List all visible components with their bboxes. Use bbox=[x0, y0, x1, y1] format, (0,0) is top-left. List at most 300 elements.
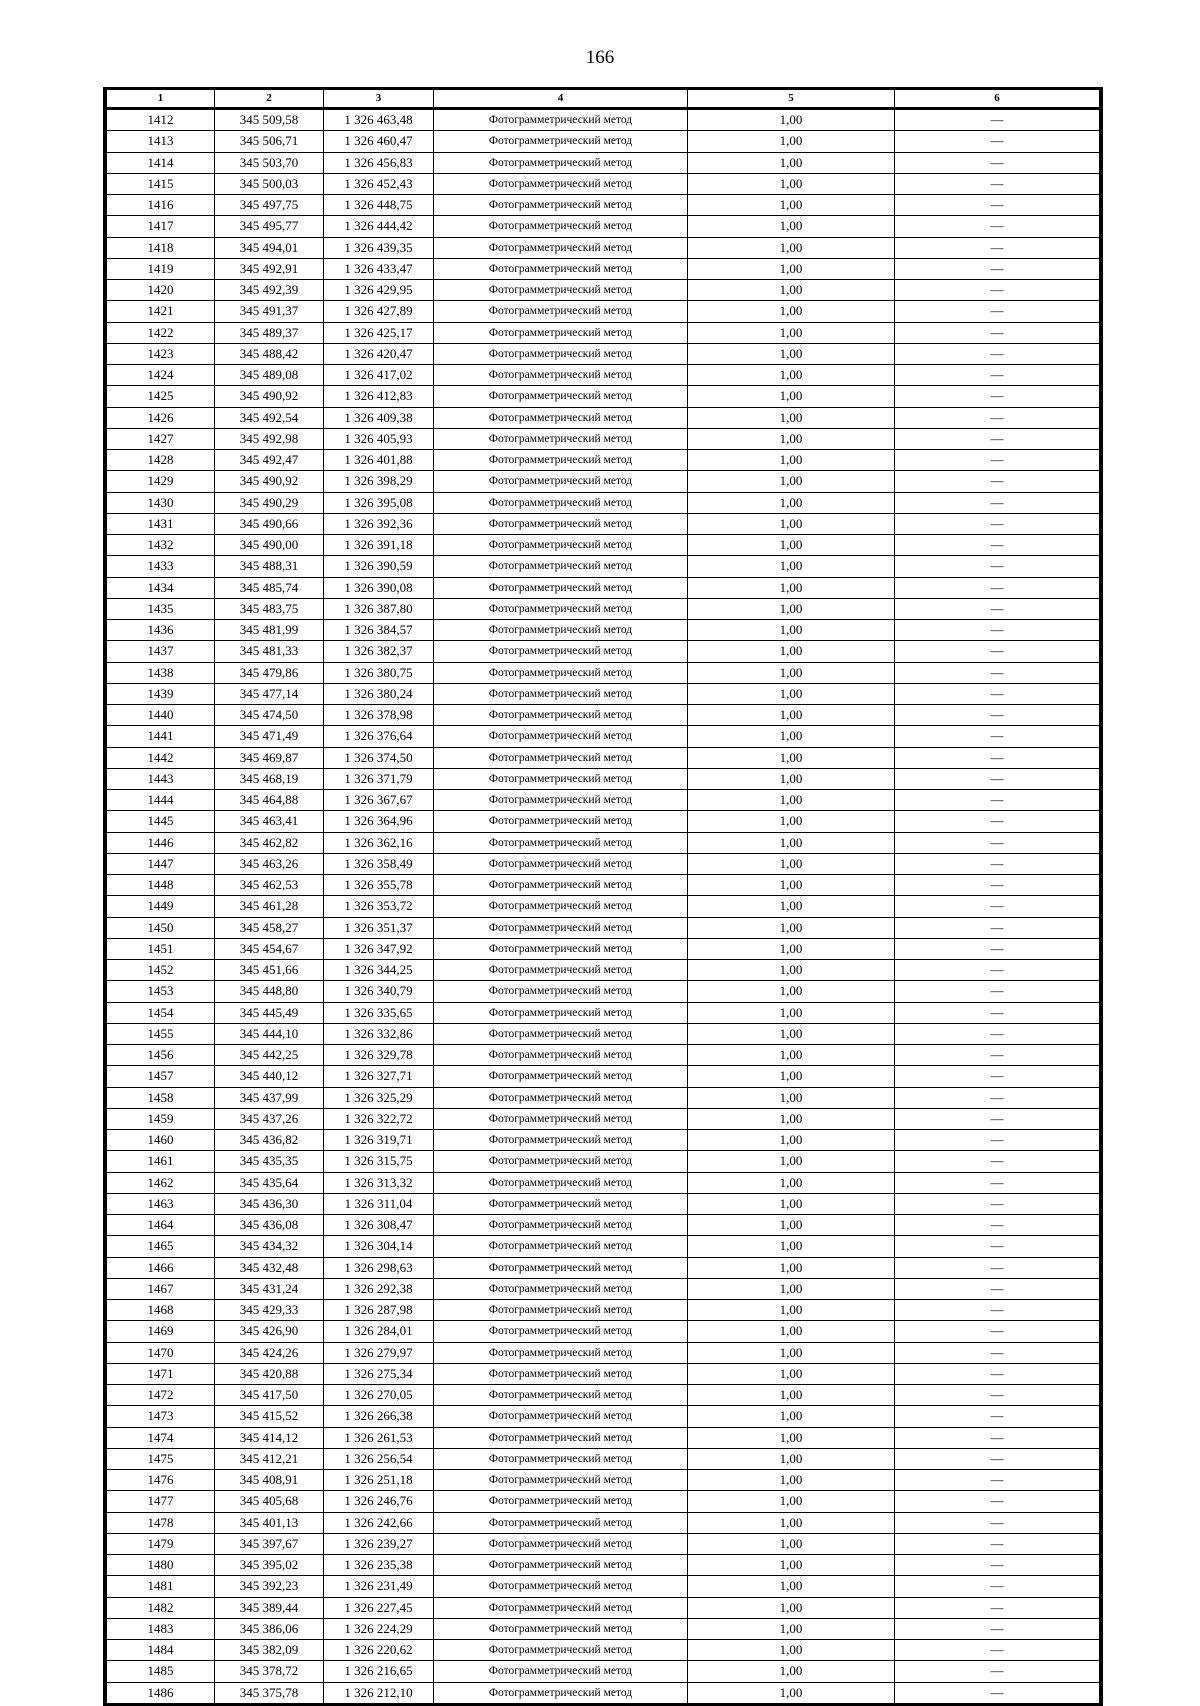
table-row bbox=[107, 1385, 1100, 1406]
description-cell: — bbox=[895, 747, 1100, 768]
accuracy-cell: 1,00 bbox=[688, 1300, 895, 1321]
description-cell: — bbox=[895, 556, 1100, 577]
table-row bbox=[107, 407, 1100, 428]
point-number-cell: 1448 bbox=[107, 875, 215, 896]
x-coordinate-cell: 345 462,82 bbox=[215, 832, 324, 853]
description-cell: — bbox=[895, 109, 1100, 131]
x-coordinate-cell: 345 492,39 bbox=[215, 280, 324, 301]
method-cell: Фотограмметрический метод bbox=[434, 1618, 688, 1639]
x-coordinate-cell: 345 492,54 bbox=[215, 407, 324, 428]
method-cell: Фотограмметрический метод bbox=[434, 450, 688, 471]
table-row bbox=[107, 258, 1100, 279]
header-col-3: 3 bbox=[324, 90, 434, 109]
table-row bbox=[107, 726, 1100, 747]
y-coordinate-cell: 1 326 371,79 bbox=[324, 768, 434, 789]
method-cell: Фотограмметрический метод bbox=[434, 662, 688, 683]
x-coordinate-cell: 345 442,25 bbox=[215, 1045, 324, 1066]
y-coordinate-cell: 1 326 380,24 bbox=[324, 683, 434, 704]
point-number-cell: 1466 bbox=[107, 1257, 215, 1278]
table-row bbox=[107, 1087, 1100, 1108]
method-cell: Фотограмметрический метод bbox=[434, 1321, 688, 1342]
accuracy-cell: 1,00 bbox=[688, 875, 895, 896]
description-cell: — bbox=[895, 1023, 1100, 1044]
accuracy-cell: 1,00 bbox=[688, 535, 895, 556]
method-cell: Фотограмметрический метод bbox=[434, 173, 688, 194]
method-cell: Фотограмметрический метод bbox=[434, 1576, 688, 1597]
point-number-cell: 1480 bbox=[107, 1555, 215, 1576]
table-row bbox=[107, 428, 1100, 449]
point-number-cell: 1469 bbox=[107, 1321, 215, 1342]
x-coordinate-cell: 345 481,99 bbox=[215, 620, 324, 641]
table-row bbox=[107, 1533, 1100, 1554]
x-coordinate-cell: 345 436,08 bbox=[215, 1215, 324, 1236]
table-row bbox=[107, 556, 1100, 577]
description-cell: — bbox=[895, 1661, 1100, 1682]
x-coordinate-cell: 345 471,49 bbox=[215, 726, 324, 747]
accuracy-cell: 1,00 bbox=[688, 450, 895, 471]
point-number-cell: 1433 bbox=[107, 556, 215, 577]
accuracy-cell: 1,00 bbox=[688, 237, 895, 258]
point-number-cell: 1484 bbox=[107, 1640, 215, 1661]
description-cell: — bbox=[895, 1172, 1100, 1193]
x-coordinate-cell: 345 483,75 bbox=[215, 598, 324, 619]
y-coordinate-cell: 1 326 353,72 bbox=[324, 896, 434, 917]
description-cell: — bbox=[895, 1257, 1100, 1278]
accuracy-cell: 1,00 bbox=[688, 1363, 895, 1384]
description-cell: — bbox=[895, 768, 1100, 789]
description-cell: — bbox=[895, 1470, 1100, 1491]
table-row bbox=[107, 577, 1100, 598]
table-row bbox=[107, 875, 1100, 896]
description-cell: — bbox=[895, 386, 1100, 407]
y-coordinate-cell: 1 326 322,72 bbox=[324, 1108, 434, 1129]
point-number-cell: 1423 bbox=[107, 343, 215, 364]
page-number: 166 bbox=[585, 47, 615, 68]
accuracy-cell: 1,00 bbox=[688, 662, 895, 683]
method-cell: Фотограмметрический метод bbox=[434, 960, 688, 981]
table-row bbox=[107, 152, 1100, 173]
y-coordinate-cell: 1 326 344,25 bbox=[324, 960, 434, 981]
accuracy-cell: 1,00 bbox=[688, 1257, 895, 1278]
table-row bbox=[107, 1491, 1100, 1512]
point-number-cell: 1425 bbox=[107, 386, 215, 407]
y-coordinate-cell: 1 326 284,01 bbox=[324, 1321, 434, 1342]
point-number-cell: 1443 bbox=[107, 768, 215, 789]
method-cell: Фотограмметрический метод bbox=[434, 1278, 688, 1299]
table-row bbox=[107, 1470, 1100, 1491]
x-coordinate-cell: 345 389,44 bbox=[215, 1597, 324, 1618]
x-coordinate-cell: 345 434,32 bbox=[215, 1236, 324, 1257]
point-number-cell: 1451 bbox=[107, 938, 215, 959]
description-cell: — bbox=[895, 790, 1100, 811]
point-number-cell: 1458 bbox=[107, 1087, 215, 1108]
accuracy-cell: 1,00 bbox=[688, 896, 895, 917]
accuracy-cell: 1,00 bbox=[688, 811, 895, 832]
method-cell: Фотограмметрический метод bbox=[434, 620, 688, 641]
table-row bbox=[107, 917, 1100, 938]
x-coordinate-cell: 345 463,26 bbox=[215, 853, 324, 874]
description-cell: — bbox=[895, 1576, 1100, 1597]
description-cell: — bbox=[895, 853, 1100, 874]
accuracy-cell: 1,00 bbox=[688, 1108, 895, 1129]
y-coordinate-cell: 1 326 332,86 bbox=[324, 1023, 434, 1044]
table-row bbox=[107, 492, 1100, 513]
point-number-cell: 1439 bbox=[107, 683, 215, 704]
x-coordinate-cell: 345 490,92 bbox=[215, 471, 324, 492]
method-cell: Фотограмметрический метод bbox=[434, 1045, 688, 1066]
point-number-cell: 1464 bbox=[107, 1215, 215, 1236]
y-coordinate-cell: 1 326 327,71 bbox=[324, 1066, 434, 1087]
method-cell: Фотограмметрический метод bbox=[434, 981, 688, 1002]
accuracy-cell: 1,00 bbox=[688, 386, 895, 407]
y-coordinate-cell: 1 326 374,50 bbox=[324, 747, 434, 768]
accuracy-cell: 1,00 bbox=[688, 1640, 895, 1661]
x-coordinate-cell: 345 420,88 bbox=[215, 1363, 324, 1384]
accuracy-cell: 1,00 bbox=[688, 1576, 895, 1597]
table-row bbox=[107, 768, 1100, 789]
description-cell: — bbox=[895, 280, 1100, 301]
table-row bbox=[107, 598, 1100, 619]
point-number-cell: 1412 bbox=[107, 109, 215, 131]
y-coordinate-cell: 1 326 227,45 bbox=[324, 1597, 434, 1618]
method-cell: Фотограмметрический метод bbox=[434, 280, 688, 301]
point-number-cell: 1483 bbox=[107, 1618, 215, 1639]
description-cell: — bbox=[895, 726, 1100, 747]
method-cell: Фотограмметрический метод bbox=[434, 875, 688, 896]
description-cell: — bbox=[895, 1682, 1100, 1703]
table-row bbox=[107, 365, 1100, 386]
method-cell: Фотограмметрический метод bbox=[434, 216, 688, 237]
x-coordinate-cell: 345 461,28 bbox=[215, 896, 324, 917]
table-row bbox=[107, 1682, 1100, 1703]
method-cell: Фотограмметрический метод bbox=[434, 535, 688, 556]
accuracy-cell: 1,00 bbox=[688, 1470, 895, 1491]
x-coordinate-cell: 345 488,31 bbox=[215, 556, 324, 577]
method-cell: Фотограмметрический метод bbox=[434, 513, 688, 534]
method-cell: Фотограмметрический метод bbox=[434, 598, 688, 619]
accuracy-cell: 1,00 bbox=[688, 620, 895, 641]
point-number-cell: 1429 bbox=[107, 471, 215, 492]
point-number-cell: 1427 bbox=[107, 428, 215, 449]
x-coordinate-cell: 345 485,74 bbox=[215, 577, 324, 598]
table-row bbox=[107, 896, 1100, 917]
method-cell: Фотограмметрический метод bbox=[434, 365, 688, 386]
table-row bbox=[107, 1193, 1100, 1214]
method-cell: Фотограмметрический метод bbox=[434, 1385, 688, 1406]
description-cell: — bbox=[895, 173, 1100, 194]
accuracy-cell: 1,00 bbox=[688, 960, 895, 981]
accuracy-cell: 1,00 bbox=[688, 853, 895, 874]
description-cell: — bbox=[895, 1406, 1100, 1427]
accuracy-cell: 1,00 bbox=[688, 492, 895, 513]
description-cell: — bbox=[895, 450, 1100, 471]
y-coordinate-cell: 1 326 433,47 bbox=[324, 258, 434, 279]
point-number-cell: 1436 bbox=[107, 620, 215, 641]
y-coordinate-cell: 1 326 266,38 bbox=[324, 1406, 434, 1427]
point-number-cell: 1446 bbox=[107, 832, 215, 853]
x-coordinate-cell: 345 491,37 bbox=[215, 301, 324, 322]
description-cell: — bbox=[895, 620, 1100, 641]
method-cell: Фотограмметрический метод bbox=[434, 1193, 688, 1214]
table-row bbox=[107, 1236, 1100, 1257]
x-coordinate-cell: 345 492,91 bbox=[215, 258, 324, 279]
point-number-cell: 1475 bbox=[107, 1448, 215, 1469]
method-cell: Фотограмметрический метод bbox=[434, 1640, 688, 1661]
y-coordinate-cell: 1 326 246,76 bbox=[324, 1491, 434, 1512]
y-coordinate-cell: 1 326 382,37 bbox=[324, 641, 434, 662]
method-cell: Фотограмметрический метод bbox=[434, 1023, 688, 1044]
description-cell: — bbox=[895, 662, 1100, 683]
table-row bbox=[107, 747, 1100, 768]
x-coordinate-cell: 345 440,12 bbox=[215, 1066, 324, 1087]
description-cell: — bbox=[895, 1321, 1100, 1342]
method-cell: Фотограмметрический метод bbox=[434, 1172, 688, 1193]
description-cell: — bbox=[895, 1385, 1100, 1406]
table-header-row bbox=[107, 90, 1100, 109]
method-cell: Фотограмметрический метод bbox=[434, 917, 688, 938]
description-cell: — bbox=[895, 1448, 1100, 1469]
y-coordinate-cell: 1 326 392,36 bbox=[324, 513, 434, 534]
accuracy-cell: 1,00 bbox=[688, 343, 895, 364]
accuracy-cell: 1,00 bbox=[688, 1533, 895, 1554]
method-cell: Фотограмметрический метод bbox=[434, 790, 688, 811]
description-cell: — bbox=[895, 216, 1100, 237]
description-cell: — bbox=[895, 1002, 1100, 1023]
point-number-cell: 1447 bbox=[107, 853, 215, 874]
description-cell: — bbox=[895, 1130, 1100, 1151]
y-coordinate-cell: 1 326 395,08 bbox=[324, 492, 434, 513]
method-cell: Фотограмметрический метод bbox=[434, 195, 688, 216]
point-number-cell: 1450 bbox=[107, 917, 215, 938]
accuracy-cell: 1,00 bbox=[688, 641, 895, 662]
y-coordinate-cell: 1 326 261,53 bbox=[324, 1427, 434, 1448]
description-cell: — bbox=[895, 1618, 1100, 1639]
x-coordinate-cell: 345 490,29 bbox=[215, 492, 324, 513]
method-cell: Фотограмметрический метод bbox=[434, 1363, 688, 1384]
table-row bbox=[107, 790, 1100, 811]
point-number-cell: 1413 bbox=[107, 131, 215, 152]
accuracy-cell: 1,00 bbox=[688, 109, 895, 131]
y-coordinate-cell: 1 326 279,97 bbox=[324, 1342, 434, 1363]
y-coordinate-cell: 1 326 325,29 bbox=[324, 1087, 434, 1108]
table-row bbox=[107, 683, 1100, 704]
method-cell: Фотограмметрический метод bbox=[434, 1066, 688, 1087]
table-row bbox=[107, 343, 1100, 364]
description-cell: — bbox=[895, 1512, 1100, 1533]
point-number-cell: 1424 bbox=[107, 365, 215, 386]
point-number-cell: 1472 bbox=[107, 1385, 215, 1406]
method-cell: Фотограмметрический метод bbox=[434, 343, 688, 364]
description-cell: — bbox=[895, 1215, 1100, 1236]
table-row bbox=[107, 1342, 1100, 1363]
point-number-cell: 1420 bbox=[107, 280, 215, 301]
x-coordinate-cell: 345 492,98 bbox=[215, 428, 324, 449]
accuracy-cell: 1,00 bbox=[688, 598, 895, 619]
description-cell: — bbox=[895, 1300, 1100, 1321]
point-number-cell: 1434 bbox=[107, 577, 215, 598]
accuracy-cell: 1,00 bbox=[688, 258, 895, 279]
x-coordinate-cell: 345 488,42 bbox=[215, 343, 324, 364]
point-number-cell: 1414 bbox=[107, 152, 215, 173]
y-coordinate-cell: 1 326 391,18 bbox=[324, 535, 434, 556]
accuracy-cell: 1,00 bbox=[688, 1087, 895, 1108]
table-row bbox=[107, 322, 1100, 343]
method-cell: Фотограмметрический метод bbox=[434, 1491, 688, 1512]
x-coordinate-cell: 345 477,14 bbox=[215, 683, 324, 704]
description-cell: — bbox=[895, 705, 1100, 726]
accuracy-cell: 1,00 bbox=[688, 747, 895, 768]
y-coordinate-cell: 1 326 427,89 bbox=[324, 301, 434, 322]
method-cell: Фотограмметрический метод bbox=[434, 1533, 688, 1554]
description-cell: — bbox=[895, 322, 1100, 343]
description-cell: — bbox=[895, 258, 1100, 279]
description-cell: — bbox=[895, 131, 1100, 152]
accuracy-cell: 1,00 bbox=[688, 1278, 895, 1299]
header-col-1: 1 bbox=[107, 90, 215, 109]
x-coordinate-cell: 345 429,33 bbox=[215, 1300, 324, 1321]
table-row bbox=[107, 386, 1100, 407]
table-row bbox=[107, 641, 1100, 662]
accuracy-cell: 1,00 bbox=[688, 938, 895, 959]
x-coordinate-cell: 345 474,50 bbox=[215, 705, 324, 726]
x-coordinate-cell: 345 492,47 bbox=[215, 450, 324, 471]
x-coordinate-cell: 345 375,78 bbox=[215, 1682, 324, 1703]
x-coordinate-cell: 345 509,58 bbox=[215, 109, 324, 131]
accuracy-cell: 1,00 bbox=[688, 1193, 895, 1214]
y-coordinate-cell: 1 326 444,42 bbox=[324, 216, 434, 237]
point-number-cell: 1418 bbox=[107, 237, 215, 258]
point-number-cell: 1435 bbox=[107, 598, 215, 619]
x-coordinate-cell: 345 445,49 bbox=[215, 1002, 324, 1023]
y-coordinate-cell: 1 326 224,29 bbox=[324, 1618, 434, 1639]
x-coordinate-cell: 345 431,24 bbox=[215, 1278, 324, 1299]
y-coordinate-cell: 1 326 242,66 bbox=[324, 1512, 434, 1533]
coordinates-table bbox=[106, 90, 1100, 1703]
point-number-cell: 1481 bbox=[107, 1576, 215, 1597]
x-coordinate-cell: 345 437,99 bbox=[215, 1087, 324, 1108]
description-cell: — bbox=[895, 1640, 1100, 1661]
description-cell: — bbox=[895, 1533, 1100, 1554]
accuracy-cell: 1,00 bbox=[688, 1342, 895, 1363]
method-cell: Фотограмметрический метод bbox=[434, 641, 688, 662]
y-coordinate-cell: 1 326 409,38 bbox=[324, 407, 434, 428]
y-coordinate-cell: 1 326 463,48 bbox=[324, 109, 434, 131]
table-row bbox=[107, 1597, 1100, 1618]
point-number-cell: 1417 bbox=[107, 216, 215, 237]
y-coordinate-cell: 1 326 429,95 bbox=[324, 280, 434, 301]
table-row bbox=[107, 471, 1100, 492]
y-coordinate-cell: 1 326 387,80 bbox=[324, 598, 434, 619]
accuracy-cell: 1,00 bbox=[688, 1321, 895, 1342]
table-row bbox=[107, 620, 1100, 641]
method-cell: Фотограмметрический метод bbox=[434, 258, 688, 279]
accuracy-cell: 1,00 bbox=[688, 301, 895, 322]
method-cell: Фотограмметрический метод bbox=[434, 1597, 688, 1618]
point-number-cell: 1463 bbox=[107, 1193, 215, 1214]
accuracy-cell: 1,00 bbox=[688, 577, 895, 598]
x-coordinate-cell: 345 405,68 bbox=[215, 1491, 324, 1512]
table-row bbox=[107, 301, 1100, 322]
method-cell: Фотограмметрический метод bbox=[434, 322, 688, 343]
point-number-cell: 1486 bbox=[107, 1682, 215, 1703]
table-row bbox=[107, 1300, 1100, 1321]
description-cell: — bbox=[895, 577, 1100, 598]
method-cell: Фотограмметрический метод bbox=[434, 152, 688, 173]
x-coordinate-cell: 345 495,77 bbox=[215, 216, 324, 237]
accuracy-cell: 1,00 bbox=[688, 1448, 895, 1469]
description-cell: — bbox=[895, 598, 1100, 619]
header-col-5: 5 bbox=[688, 90, 895, 109]
table-body bbox=[107, 109, 1100, 1703]
point-number-cell: 1438 bbox=[107, 662, 215, 683]
point-number-cell: 1456 bbox=[107, 1045, 215, 1066]
x-coordinate-cell: 345 468,19 bbox=[215, 768, 324, 789]
table-row bbox=[107, 216, 1100, 237]
accuracy-cell: 1,00 bbox=[688, 1045, 895, 1066]
header-col-6: 6 bbox=[895, 90, 1100, 109]
method-cell: Фотограмметрический метод bbox=[434, 1682, 688, 1703]
description-cell: — bbox=[895, 237, 1100, 258]
table-row bbox=[107, 811, 1100, 832]
y-coordinate-cell: 1 326 358,49 bbox=[324, 853, 434, 874]
method-cell: Фотограмметрический метод bbox=[434, 1448, 688, 1469]
accuracy-cell: 1,00 bbox=[688, 1215, 895, 1236]
point-number-cell: 1473 bbox=[107, 1406, 215, 1427]
accuracy-cell: 1,00 bbox=[688, 1491, 895, 1512]
table-row bbox=[107, 1151, 1100, 1172]
description-cell: — bbox=[895, 1087, 1100, 1108]
point-number-cell: 1470 bbox=[107, 1342, 215, 1363]
point-number-cell: 1476 bbox=[107, 1470, 215, 1491]
y-coordinate-cell: 1 326 329,78 bbox=[324, 1045, 434, 1066]
point-number-cell: 1428 bbox=[107, 450, 215, 471]
method-cell: Фотограмметрический метод bbox=[434, 1087, 688, 1108]
point-number-cell: 1477 bbox=[107, 1491, 215, 1512]
accuracy-cell: 1,00 bbox=[688, 131, 895, 152]
x-coordinate-cell: 345 417,50 bbox=[215, 1385, 324, 1406]
accuracy-cell: 1,00 bbox=[688, 1618, 895, 1639]
accuracy-cell: 1,00 bbox=[688, 832, 895, 853]
y-coordinate-cell: 1 326 378,98 bbox=[324, 705, 434, 726]
point-number-cell: 1462 bbox=[107, 1172, 215, 1193]
x-coordinate-cell: 345 437,26 bbox=[215, 1108, 324, 1129]
accuracy-cell: 1,00 bbox=[688, 705, 895, 726]
x-coordinate-cell: 345 435,64 bbox=[215, 1172, 324, 1193]
x-coordinate-cell: 345 412,21 bbox=[215, 1448, 324, 1469]
method-cell: Фотограмметрический метод bbox=[434, 1406, 688, 1427]
y-coordinate-cell: 1 326 220,62 bbox=[324, 1640, 434, 1661]
method-cell: Фотограмметрический метод bbox=[434, 1661, 688, 1682]
coordinates-table-container bbox=[103, 87, 1103, 1706]
x-coordinate-cell: 345 397,67 bbox=[215, 1533, 324, 1554]
table-row bbox=[107, 1023, 1100, 1044]
accuracy-cell: 1,00 bbox=[688, 195, 895, 216]
method-cell: Фотограмметрический метод bbox=[434, 301, 688, 322]
y-coordinate-cell: 1 326 231,49 bbox=[324, 1576, 434, 1597]
point-number-cell: 1460 bbox=[107, 1130, 215, 1151]
point-number-cell: 1479 bbox=[107, 1533, 215, 1554]
accuracy-cell: 1,00 bbox=[688, 1682, 895, 1703]
point-number-cell: 1430 bbox=[107, 492, 215, 513]
point-number-cell: 1467 bbox=[107, 1278, 215, 1299]
method-cell: Фотограмметрический метод bbox=[434, 556, 688, 577]
method-cell: Фотограмметрический метод bbox=[434, 938, 688, 959]
x-coordinate-cell: 345 490,92 bbox=[215, 386, 324, 407]
point-number-cell: 1442 bbox=[107, 747, 215, 768]
method-cell: Фотограмметрический метод bbox=[434, 492, 688, 513]
x-coordinate-cell: 345 451,66 bbox=[215, 960, 324, 981]
point-number-cell: 1441 bbox=[107, 726, 215, 747]
